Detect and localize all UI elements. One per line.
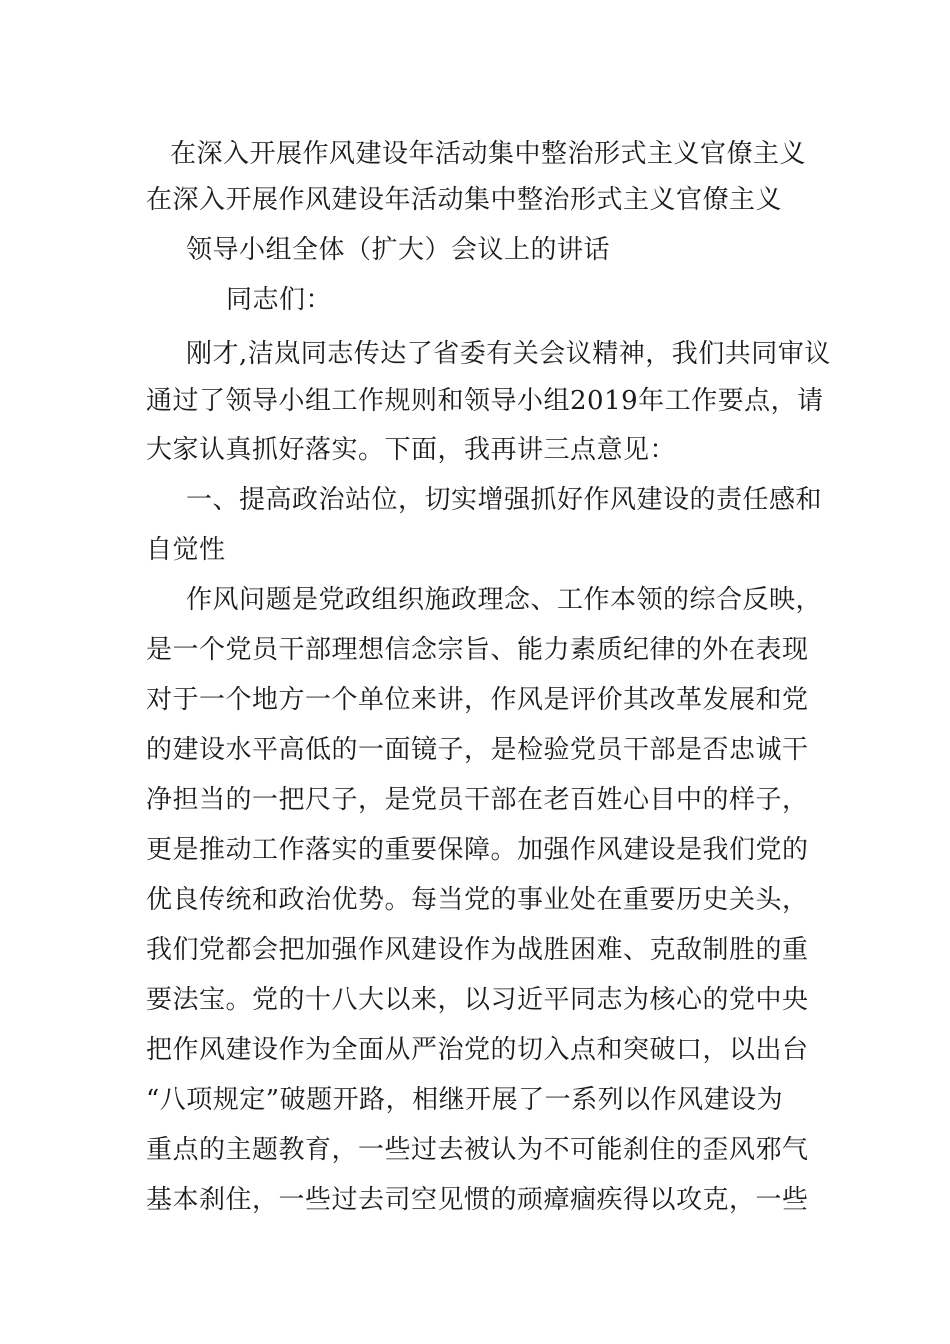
body-line: 是一个党员干部理想信念宗旨、能力素质纪律的外在表现	[146, 635, 809, 665]
body-line: 把作风建设作为全面从严治党的切入点和突破口，以出台	[146, 1035, 809, 1065]
body-line: 的建设水平高低的一面镜子，是检验党员干部是否忠诚干	[146, 735, 809, 765]
salutation: 同志们：	[226, 285, 333, 315]
body-line: 大家认真抓好落实。下面，我再讲三点意见：	[146, 435, 677, 465]
body-line: 要法宝。党的十八大以来，以习近平同志为核心的党中央	[146, 985, 809, 1015]
body-line: 更是推动工作落实的重要保障。加强作风建设是我们党的	[146, 835, 809, 865]
body-line: 优良传统和政治优势。每当党的事业处在重要历史关头，	[146, 885, 809, 915]
body-line: 我们党都会把加强作风建设作为战胜困难、克敌制胜的重	[146, 935, 809, 965]
body-line: 作风问题是党政组织施政理念、工作本领的综合反映，	[186, 585, 823, 615]
title-line-2: 在深入开展作风建设年活动集中整治形式主义官僚主义	[146, 185, 783, 215]
title-line-1: 在深入开展作风建设年活动集中整治形式主义官僚主义	[170, 139, 807, 169]
body-line: 对于一个地方一个单位来讲，作风是评价其改革发展和党	[146, 685, 809, 715]
body-line: 净担当的一把尺子，是党员干部在老百姓心目中的样子，	[146, 785, 809, 815]
body-line: “八项规定”破题开路，相继开展了一系列以作风建设为	[146, 1085, 784, 1115]
body-line: 通过了领导小组工作规则和领导小组2019年工作要点，请	[146, 386, 824, 416]
body-line: 基本刹住，一些过去司空见惯的顽瘴痼疾得以攻克，一些	[146, 1185, 809, 1215]
body-line: 重点的主题教育，一些过去被认为不可能刹住的歪风邪气	[146, 1135, 809, 1165]
section-heading: 自觉性	[146, 535, 226, 565]
subtitle: 领导小组全体（扩大）会议上的讲话	[186, 235, 611, 265]
body-line: 刚才,洁岚同志传达了省委有关会议精神，我们共同审议	[186, 339, 831, 369]
section-heading: 一、提高政治站位，切实增强抓好作风建设的责任感和	[186, 485, 823, 515]
